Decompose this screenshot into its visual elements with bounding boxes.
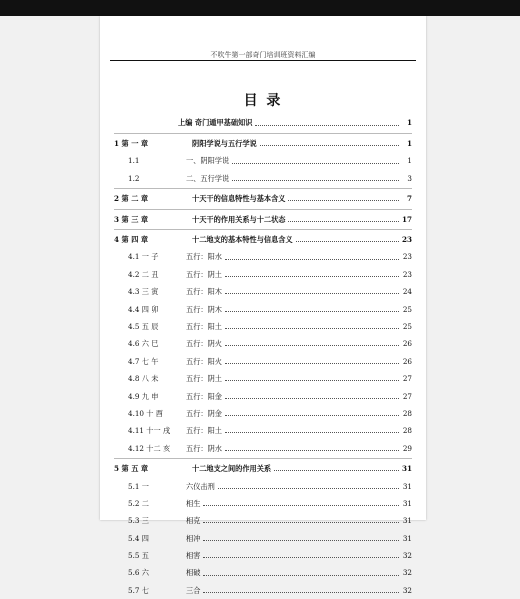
toc-page-number: 1	[406, 118, 412, 128]
toc-entry-title: 五行：阳木	[186, 287, 222, 297]
toc-entry-number: 5.2 二	[128, 498, 149, 508]
toc-section-row[interactable]	[114, 170, 412, 187]
toc-page-number: 1	[406, 139, 412, 149]
toc-section-row[interactable]	[114, 495, 412, 512]
toc-section-row[interactable]	[114, 477, 412, 494]
running-header: 不吹牛第一部奇门培训班资料汇编	[210, 51, 316, 59]
toc-section-row[interactable]	[114, 370, 412, 387]
top-dark-bar	[0, 0, 520, 16]
toc-page-number: 32	[402, 551, 412, 561]
toc-chapter-row[interactable]	[114, 211, 412, 228]
toc-page-number: 23	[402, 252, 412, 262]
toc-section-row[interactable]	[114, 335, 412, 352]
dot-leader	[225, 432, 399, 433]
toc-entry-title: 五行：阳土	[186, 322, 222, 331]
toc-entry-title: 上编 奇门遁甲基础知识	[178, 118, 253, 128]
toc-entry-title: 相冲	[186, 533, 201, 543]
toc-section-row[interactable]	[114, 512, 412, 529]
toc-section-row[interactable]	[114, 266, 412, 283]
dot-leader	[274, 470, 399, 471]
toc-chapter-row[interactable]	[114, 135, 412, 152]
toc-section-row[interactable]	[114, 283, 412, 300]
toc-entry-title: 阴阳学说与五行学说	[192, 139, 257, 149]
toc-entry-number: 1.2	[128, 173, 140, 183]
chapter-separator	[114, 209, 412, 210]
toc-entry-title: 三合	[186, 585, 201, 595]
dot-leader	[288, 200, 399, 201]
header-rule	[110, 60, 416, 61]
toc-page-number: 25	[402, 322, 412, 331]
toc-entry-number: 2 第 二 章	[114, 194, 149, 204]
toc-entry-number: 5.3 三	[128, 516, 149, 526]
toc-section-row[interactable]	[114, 248, 412, 265]
toc-page-number: 27	[402, 391, 412, 401]
toc-page-number: 26	[402, 339, 412, 349]
dot-leader	[225, 293, 399, 294]
toc-entry-title: 十二地支的基本特性与信息含义	[192, 235, 293, 245]
toc-page-number: 31	[402, 498, 412, 508]
toc-entry-title: 二、五行学说	[186, 173, 230, 183]
toc-section-row[interactable]	[114, 318, 412, 335]
toc-page-number: 26	[402, 356, 412, 366]
toc-entry-number: 4.12 十二 亥	[128, 443, 171, 453]
dot-leader	[255, 125, 399, 126]
toc-entry-number: 4.7 七 午	[128, 356, 159, 366]
dot-leader	[225, 398, 399, 399]
toc-entry-number: 4.2 二 丑	[128, 269, 159, 279]
dot-leader	[203, 505, 399, 506]
chapter-separator	[114, 133, 412, 134]
toc-entry-number: 4.9 九 申	[128, 391, 159, 401]
toc-entry-title: 相生	[186, 498, 201, 508]
toc-entry-number: 5.4 四	[128, 533, 149, 543]
toc-entry-number: 4.4 四 卯	[128, 304, 159, 314]
dot-leader	[203, 575, 399, 576]
toc-entry-title: 五行：阴木	[186, 304, 222, 314]
toc-entry-title: 五行：阴土	[186, 374, 222, 384]
toc-section-row[interactable]	[114, 422, 412, 439]
dot-leader	[203, 592, 399, 593]
toc-page-number: 24	[402, 287, 412, 297]
toc-section-row[interactable]	[114, 405, 412, 422]
toc-entry-number: 4.10 十 酉	[128, 408, 163, 418]
toc-entry-title: 五行：阳金	[186, 391, 222, 401]
toc-entry-number: 4.3 三 寅	[128, 287, 159, 297]
dot-leader	[203, 522, 399, 523]
chapter-separator	[114, 229, 412, 230]
dot-leader	[232, 180, 399, 181]
toc-entry-number: 5 第 五 章	[114, 464, 149, 474]
toc-entry-number: 5.7 七	[128, 585, 149, 595]
toc-part-row[interactable]	[114, 114, 412, 132]
toc-page-number: 27	[402, 374, 412, 384]
toc-page-number: 28	[402, 426, 412, 436]
toc-page-number: 29	[402, 443, 412, 453]
toc-entry-number: 4.1 一 子	[128, 252, 159, 262]
dot-leader	[203, 540, 399, 541]
toc-page-number: 3	[407, 173, 412, 183]
dot-leader	[225, 380, 399, 381]
toc-entry-title: 五行：阳水	[186, 252, 222, 262]
dot-leader	[225, 276, 399, 277]
toc-section-row[interactable]	[114, 547, 412, 564]
toc-entry-title: 六仪击刑	[186, 481, 215, 491]
toc-page-number: 31	[402, 481, 412, 491]
toc-page-number: 28	[402, 408, 412, 418]
dot-leader	[225, 363, 399, 364]
toc-title: 目 录	[243, 93, 283, 109]
toc-page-number: 32	[402, 585, 412, 595]
toc-entry-number: 4.6 六 巳	[128, 339, 159, 349]
toc-entry-title: 十天干的作用关系与十二状态	[192, 214, 286, 224]
toc-entry-title: 五行：阳火	[186, 356, 222, 366]
toc-entry-title: 五行：阴火	[186, 339, 222, 349]
toc-entry-number: 1.1	[128, 156, 140, 166]
toc-entry-title: 五行：阴土	[186, 269, 222, 279]
toc-page-number: 7	[406, 194, 412, 204]
toc-page-number: 1	[407, 156, 412, 166]
toc-entry-number: 5.6 六	[128, 568, 149, 578]
toc-entry-title: 相破	[186, 568, 201, 578]
toc-section-row[interactable]	[114, 387, 412, 404]
toc-chapter-row[interactable]	[114, 231, 412, 248]
toc-entry-number: 5.1 一	[128, 481, 149, 491]
dot-leader	[225, 259, 399, 260]
toc-section-row[interactable]	[114, 582, 412, 599]
toc-page-number: 31	[401, 464, 412, 474]
toc-chapter-row[interactable]	[114, 460, 412, 477]
document-page	[100, 16, 426, 595]
toc-entry-number: 4.11 十一 戌	[128, 426, 171, 436]
toc-page-number: 32	[402, 568, 412, 578]
dot-leader	[225, 345, 399, 346]
toc-page-number: 31	[402, 516, 412, 526]
dot-leader	[203, 557, 399, 558]
toc-page-number: 25	[402, 304, 412, 314]
dot-leader	[225, 450, 399, 451]
toc-page-number: 23	[402, 269, 412, 279]
toc-page-number: 17	[401, 214, 412, 224]
dot-leader	[232, 163, 399, 164]
toc-section-row[interactable]	[114, 152, 412, 169]
chapter-separator	[114, 188, 412, 189]
toc-chapter-row[interactable]	[114, 190, 412, 207]
dot-leader	[225, 328, 399, 329]
toc-entry-number: 1 第 一 章	[114, 139, 149, 149]
dot-leader	[225, 415, 399, 416]
toc-entry-number: 3 第 三 章	[114, 214, 149, 224]
toc-page-number: 23	[401, 235, 412, 245]
toc-entry-title: 相克	[186, 516, 201, 526]
toc-section-row[interactable]	[114, 353, 412, 370]
toc-entry-title: 五行：阴水	[186, 443, 222, 453]
toc-entry-title: 五行：阳土	[186, 426, 222, 436]
toc-entry-title: 相害	[186, 551, 201, 561]
toc-entry-title: 五行：阴金	[186, 408, 222, 418]
dot-leader	[260, 145, 399, 146]
table-of-contents	[114, 114, 412, 599]
chapter-separator	[114, 458, 412, 459]
toc-entry-title: 十二地支之间的作用关系	[192, 464, 272, 474]
dot-leader	[218, 488, 399, 489]
toc-entry-number: 4.8 八 未	[128, 374, 159, 384]
toc-entry-title: 十天干的信息特性与基本含义	[192, 194, 286, 204]
toc-section-row[interactable]	[114, 530, 412, 547]
toc-section-row[interactable]	[114, 301, 412, 318]
toc-section-row[interactable]	[114, 440, 412, 457]
toc-section-row[interactable]	[114, 564, 412, 581]
toc-entry-number: 4 第 四 章	[114, 235, 149, 245]
dot-leader	[288, 221, 399, 222]
toc-entry-number: 4.5 五 辰	[128, 322, 159, 331]
toc-entry-number: 5.5 五	[128, 551, 149, 561]
toc-entry-title: 一、阴阳学说	[186, 156, 230, 166]
toc-page-number: 31	[402, 533, 412, 543]
dot-leader	[296, 241, 399, 242]
dot-leader	[225, 311, 399, 312]
